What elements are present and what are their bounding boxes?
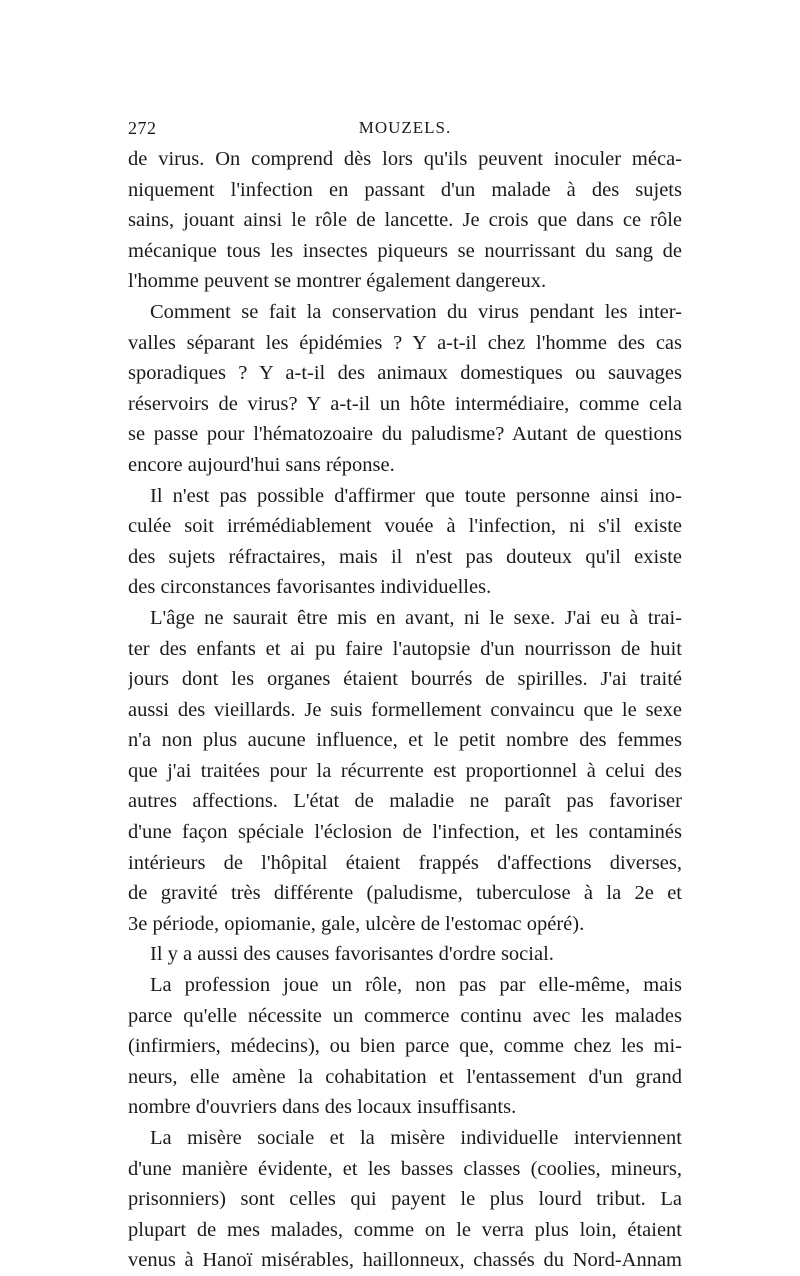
text-line: (infirmiers, médecins), ou bien parce que, comme chez les mi- <box>128 1035 682 1058</box>
text-line: aussi des vieillards. Je suis formellement convaincu que le sexe <box>128 698 682 721</box>
text-line: La profession joue un rôle, non pas par elle-même, mais <box>150 974 682 997</box>
text-line: des circonstances favorisantes individuelles. <box>128 576 492 599</box>
text-line: réservoirs de virus? Y a-t-il un hôte intermédiaire, comme cela <box>128 392 682 415</box>
text-line: culée soit irrémédiablement vouée à l'infection, ni s'il existe <box>128 515 682 538</box>
text-line: Il n'est pas possible d'affirmer que toute personne ainsi ino- <box>150 484 682 507</box>
text-line: 3e période, opiomanie, gale, ulcère de l'estomac opéré). <box>128 912 585 935</box>
text-line: d'une manière évidente, et les basses classes (coolies, mineurs, <box>128 1157 682 1180</box>
text-line: prisonniers) sont celles qui payent le plus lourd tribut. La <box>128 1188 682 1211</box>
text-line: nombre d'ouvriers dans des locaux insuffisants. <box>128 1096 517 1119</box>
book-page <box>128 112 682 1276</box>
text-line: valles séparant les épidémies ? Y a-t-il chez l'homme des cas <box>128 331 682 354</box>
text-line: neurs, elle amène la cohabitation et l'entassement d'un grand <box>128 1065 682 1088</box>
text-line: n'a non plus aucune influence, et le petit nombre des femmes <box>128 729 682 752</box>
text-line: d'une façon spéciale l'éclosion de l'infection, et les contaminés <box>128 821 682 844</box>
page-number: 272 <box>128 118 157 138</box>
text-line: de gravité très différente (paludisme, tuberculose à la 2e et <box>128 882 682 905</box>
text-line: sains, jouant ainsi le rôle de lancette. Je crois que dans ce rôle <box>128 209 682 232</box>
text-line: sporadiques ? Y a-t-il des animaux domestiques ou sauvages <box>128 362 682 385</box>
text-line: jours dont les organes étaient bourrés de spirilles. J'ai traité <box>128 668 682 691</box>
text-line: encore aujourd'hui sans réponse. <box>128 453 395 476</box>
running-title: MOUZELS. <box>358 118 452 137</box>
text-line: des sujets réfractaires, mais il n'est pas douteux qu'il existe <box>128 545 682 568</box>
text-line: Comment se fait la conservation du virus pendant les inter- <box>150 300 682 323</box>
text-line: venus à Hanoï misérables, haillonneux, chassés du Nord-Annam <box>128 1249 682 1272</box>
text-line: mécanique tous les insectes piqueurs se nourrissant du sang de <box>128 239 682 262</box>
text-line: parce qu'elle nécessite un commerce continu avec les malades <box>128 1004 682 1027</box>
text-line: niquement l'infection en passant d'un malade à des sujets <box>128 178 682 201</box>
text-line: intérieurs de l'hôpital étaient frappés d'affections diverses, <box>128 851 682 874</box>
text-line: plupart de mes malades, comme on le verra plus loin, étaient <box>128 1218 682 1241</box>
text-line: de virus. On comprend dès lors qu'ils peuvent inoculer méca- <box>128 148 682 170</box>
text-line: L'âge ne saurait être mis en avant, ni le sexe. J'ai eu à trai- <box>150 606 682 629</box>
text-line: se passe pour l'hématozoaire du paludisme? Autant de questions <box>128 423 682 446</box>
body-text <box>128 144 682 1276</box>
page-header <box>128 112 682 142</box>
text-line: Il y a aussi des causes favorisantes d'ordre social. <box>150 943 554 966</box>
text-line: l'homme peuvent se montrer également dangereux. <box>128 270 547 293</box>
text-line: La misère sociale et la misère individuelle interviennent <box>150 1127 682 1149</box>
text-line: autres affections. L'état de maladie ne paraît pas favoriser <box>128 790 682 813</box>
text-line: que j'ai traitées pour la récurrente est proportionnel à celui des <box>128 759 682 782</box>
text-line: ter des enfants et ai pu faire l'autopsie d'un nourrisson de huit <box>128 637 682 660</box>
